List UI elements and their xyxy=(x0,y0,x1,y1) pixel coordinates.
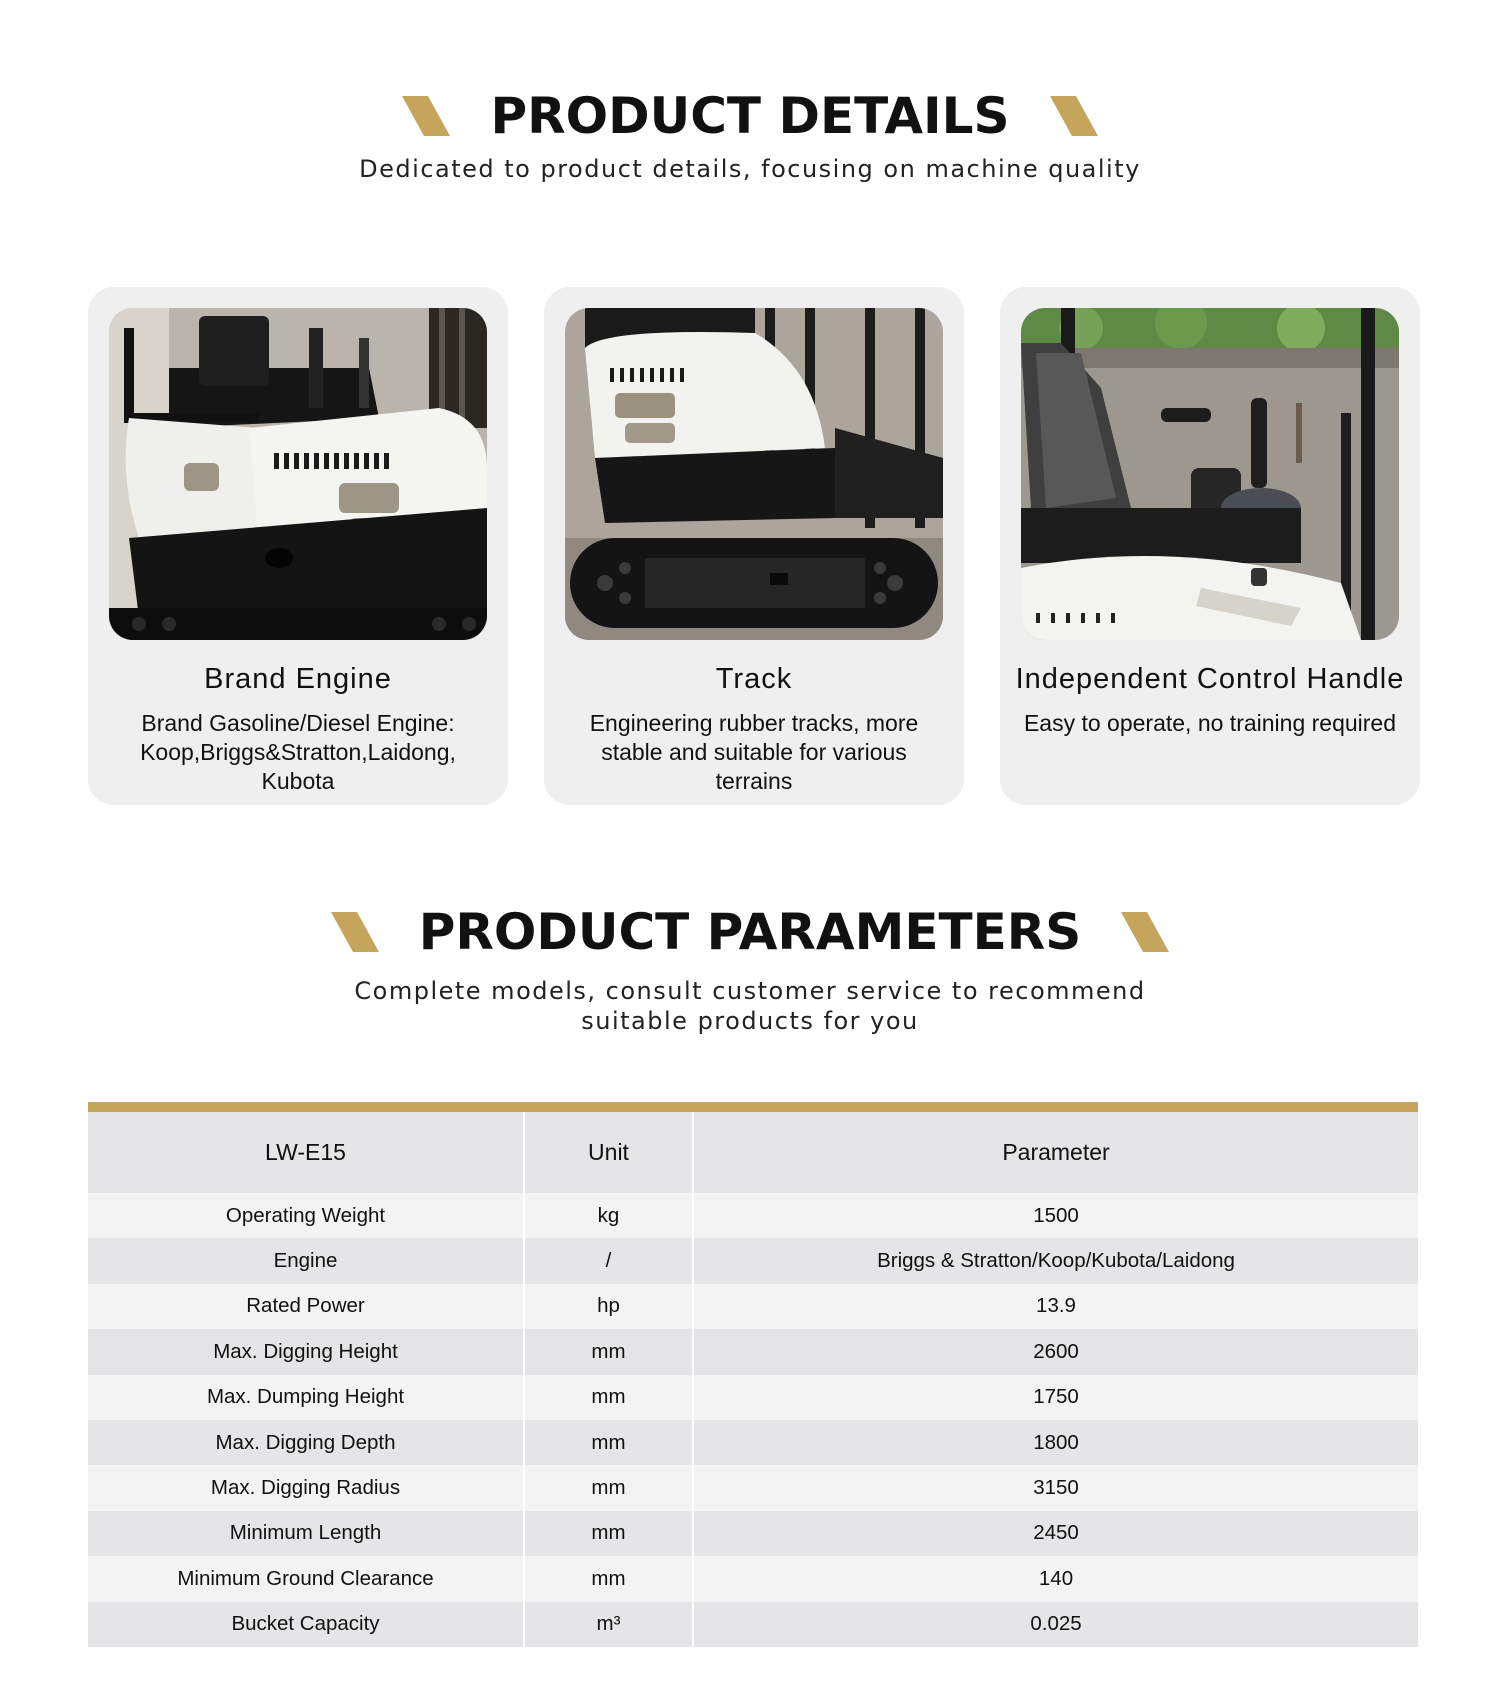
row-unit: m³ xyxy=(524,1602,693,1647)
table-header-row xyxy=(88,1112,1418,1193)
row-unit: mm xyxy=(524,1329,693,1374)
track-image xyxy=(565,308,943,640)
feature-card-brand-engine xyxy=(88,287,508,805)
row-value: 3150 xyxy=(693,1465,1418,1510)
table-row xyxy=(88,1375,1418,1420)
row-label: Max. Digging Radius xyxy=(88,1465,524,1510)
header-parameter: Parameter xyxy=(693,1112,1418,1193)
row-value: 0.025 xyxy=(693,1602,1418,1647)
row-label: Max. Digging Height xyxy=(88,1329,524,1374)
card-desc-control-handle: Easy to operate, no training required xyxy=(1023,710,1397,736)
product-details-title: PRODUCT DETAILS xyxy=(490,87,1010,145)
table-row xyxy=(88,1238,1418,1283)
control-handle-image xyxy=(1021,308,1399,640)
row-value: 1750 xyxy=(693,1375,1418,1420)
card-title-brand-engine: Brand Engine xyxy=(204,663,392,695)
row-value: 1500 xyxy=(693,1193,1418,1238)
table-row xyxy=(88,1511,1418,1556)
row-label: Minimum Ground Clearance xyxy=(88,1556,524,1601)
engine-image xyxy=(109,308,487,640)
product-parameters-header xyxy=(0,902,1500,1036)
card-desc-brand-engine: Brand Gasoline/Diesel Engine: Koop,Briggs&Stratton,Laidong, Kubota xyxy=(140,710,456,794)
card-title-track: Track xyxy=(715,663,793,695)
row-unit: hp xyxy=(524,1284,693,1329)
row-unit: mm xyxy=(524,1420,693,1465)
row-unit: / xyxy=(524,1238,693,1283)
row-value: 13.9 xyxy=(693,1284,1418,1329)
row-label: Operating Weight xyxy=(88,1193,524,1238)
table-row xyxy=(88,1193,1418,1238)
row-value: 2600 xyxy=(693,1329,1418,1374)
feature-card-control-handle xyxy=(1000,287,1420,805)
table-gold-bar xyxy=(88,1102,1418,1112)
table-row xyxy=(88,1420,1418,1465)
parameters-table xyxy=(88,1102,1418,1647)
row-value: 2450 xyxy=(693,1511,1418,1556)
product-parameters-title: PRODUCT PARAMETERS xyxy=(418,903,1082,961)
row-unit: mm xyxy=(524,1511,693,1556)
table-row xyxy=(88,1465,1418,1510)
row-label: Bucket Capacity xyxy=(88,1602,524,1647)
row-unit: mm xyxy=(524,1465,693,1510)
gold-slash-left-icon xyxy=(402,96,450,136)
row-label: Minimum Length xyxy=(88,1511,524,1556)
row-label: Rated Power xyxy=(88,1284,524,1329)
row-unit: mm xyxy=(524,1556,693,1601)
row-value: Briggs & Stratton/Koop/Kubota/Laidong xyxy=(693,1238,1418,1283)
row-label: Engine xyxy=(88,1238,524,1283)
row-value: 140 xyxy=(693,1556,1418,1601)
table-row xyxy=(88,1284,1418,1329)
row-unit: mm xyxy=(524,1375,693,1420)
table-row xyxy=(88,1556,1418,1601)
header-unit: Unit xyxy=(524,1112,693,1193)
row-unit: kg xyxy=(524,1193,693,1238)
feature-card-track xyxy=(544,287,964,805)
product-parameters-subtitle: Complete models, consult customer service to recommend suitable products for you xyxy=(354,977,1146,1035)
gold-slash-left-icon xyxy=(331,912,379,952)
table-row xyxy=(88,1602,1418,1647)
gold-slash-right-icon xyxy=(1050,96,1098,136)
card-desc-track: Engineering rubber tracks, more stable and suitable for various terrains xyxy=(589,710,919,794)
feature-cards xyxy=(88,287,1418,805)
gold-slash-right-icon xyxy=(1121,912,1169,952)
product-details-header xyxy=(0,86,1500,184)
product-details-subtitle: Dedicated to product details, focusing on machine quality xyxy=(359,155,1141,183)
row-value: 1800 xyxy=(693,1420,1418,1465)
row-label: Max. Dumping Height xyxy=(88,1375,524,1420)
card-title-control-handle: Independent Control Handle xyxy=(1015,663,1405,695)
row-label: Max. Digging Depth xyxy=(88,1420,524,1465)
table-row xyxy=(88,1329,1418,1374)
header-model: LW-E15 xyxy=(88,1112,524,1193)
